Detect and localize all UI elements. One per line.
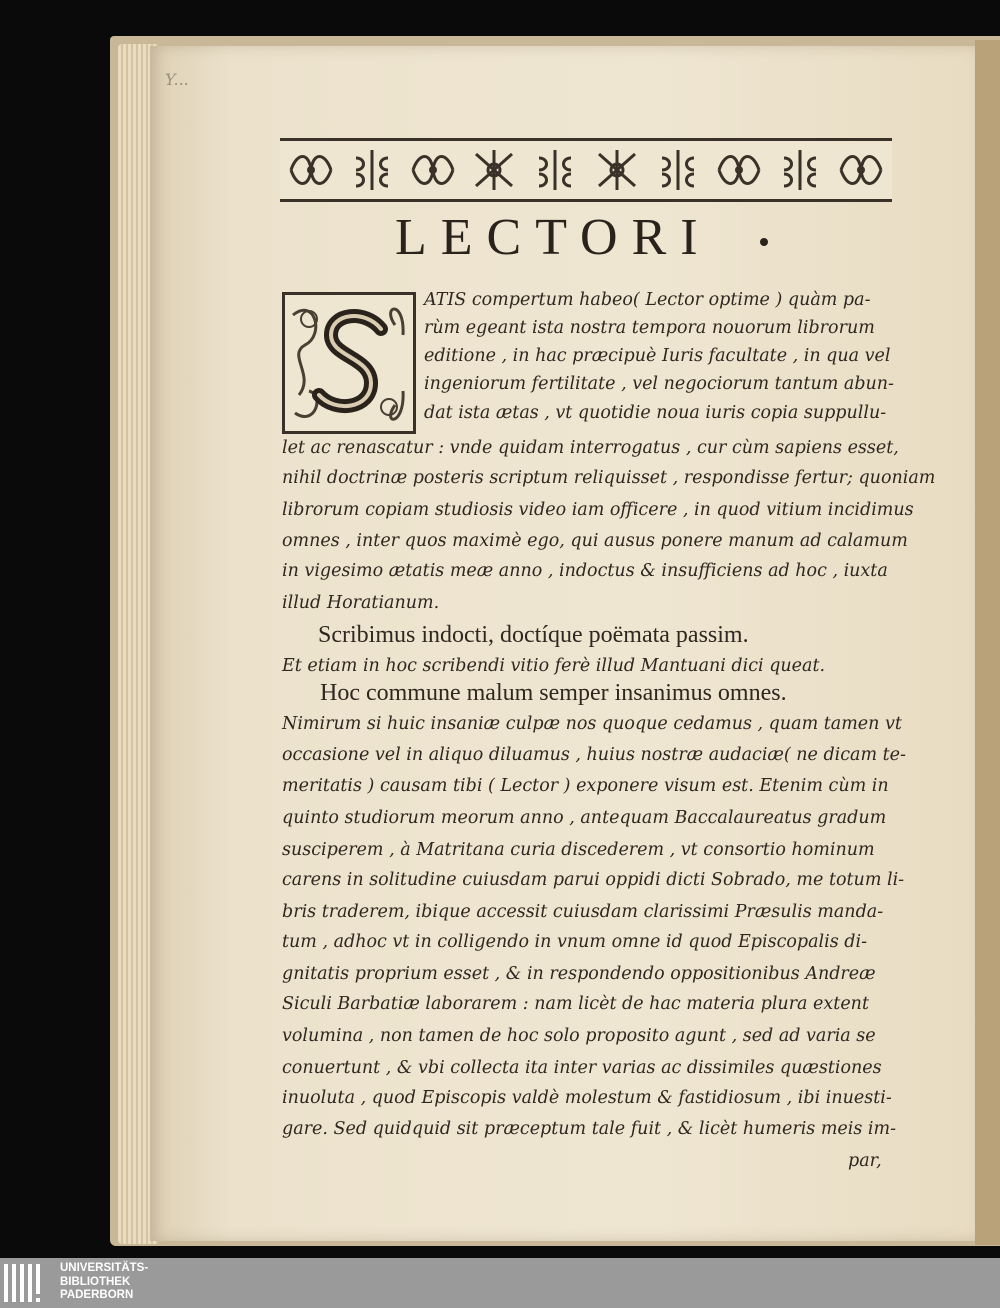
text-line: ingeniorum fertilitate , vel negociorum tantum abun-	[424, 374, 894, 394]
quotation-line: Hoc commune malum semper insanimus omnes.	[320, 680, 787, 706]
ornament-icon	[287, 146, 335, 194]
pencil-note: Y...	[165, 70, 189, 89]
text-line: quinto studiorum meorum anno , antequam Baccalaureatus gradum	[282, 808, 887, 828]
ornament-icon	[409, 146, 457, 194]
text-line: inuoluta , quod Episcopis valdè molestum & fastidiosum , ibi inuesti-	[282, 1088, 892, 1108]
ornament-icon	[715, 146, 763, 194]
text-line: meritatis ) causam tibi ( Lector ) exponere visum est. Etenim cùm in	[282, 776, 889, 796]
text-line: susciperem , à Matritana curia discederem , vt consortio hominum	[282, 840, 875, 860]
quotation-line: Scribimus indocti, doctíque poëmata passim.	[318, 622, 749, 648]
title-period	[760, 238, 768, 246]
library-name-line: UNIVERSITÄTS-	[60, 1262, 149, 1274]
ornament-icon	[348, 146, 396, 194]
text-line: gare. Sed quidquid sit præceptum tale fuit , & licèt humeris meis im-	[282, 1119, 897, 1139]
text-line: gnitatis proprium esset , & in respondendo oppositionibus Andreæ	[282, 964, 876, 984]
text-line: bris traderem, ibique accessit cuiusdam clarissimi Præsulis manda-	[282, 902, 884, 922]
headpiece-ornament	[280, 138, 892, 202]
text-line: editione , in hac præcipuè Iuris facultate , in qua vel	[424, 346, 891, 366]
text-line: librorum copiam studiosis video iam officere , in quod vitium incidimus	[282, 500, 914, 520]
text-line: illud Horatianum.	[282, 593, 440, 613]
text-line: occasione vel in aliquo diluamus , huius nostræ audaciæ( ne dicam te-	[282, 745, 906, 765]
library-logo-icon	[2, 1260, 48, 1306]
ornament-icon	[654, 146, 702, 194]
library-footer	[0, 1258, 1000, 1308]
ornament-icon	[470, 146, 518, 194]
text-line: ATIS compertum habeo( Lector optime ) quàm pa-	[424, 290, 871, 310]
ornament-icon	[593, 146, 641, 194]
text-line: dat ista ætas , vt quotidie noua iuris copia suppullu-	[424, 403, 887, 423]
text-line: carens in solitudine cuiusdam parui oppidi dicti Sobrado, me totum li-	[282, 870, 905, 890]
text-line: rùm egeant ista nostra tempora nouorum librorum	[424, 318, 875, 338]
library-name-line: BIBLIOTHEK	[60, 1275, 131, 1288]
library-name-line: PADERBORN	[60, 1289, 134, 1301]
text-line: tum , adhoc vt in colligendo in vnum omne id quod Episcopalis di-	[282, 932, 868, 952]
text-line: in vigesimo ætatis meæ anno , indoctus & insufficiens ad hoc , iuxta	[282, 561, 888, 581]
decorated-initial	[282, 292, 416, 434]
library-name	[60, 1262, 148, 1303]
text-line: Nimirum si huic insaniæ culpæ nos quoque cedamus , quam tamen vt	[282, 714, 902, 734]
page-title: LECTORI	[395, 209, 712, 266]
ornament-icon	[531, 146, 579, 194]
facing-page-edge	[975, 40, 1000, 1245]
text-line: let ac renascatur : vnde quidam interrogatus , cur cùm sapiens esset,	[282, 438, 899, 458]
text-line: conuertunt , & vbi collecta ita inter varias ac dissimiles quæstiones	[282, 1058, 882, 1078]
ornament-icon	[837, 146, 885, 194]
initial-s-icon	[285, 295, 413, 431]
text-line: Et etiam in hoc scribendi vitio ferè illud Mantuani dici queat.	[282, 656, 826, 676]
text-line: nihil doctrinæ posteris scriptum reliquisset , respondisse fertur; quoniam	[282, 468, 936, 488]
text-line: Siculi Barbatiæ laborarem : nam licèt de hac materia plura extent	[282, 994, 869, 1014]
catchword: par,	[848, 1151, 882, 1171]
text-line: volumina , non tamen de hoc solo proposito agunt , sed ad varia se	[282, 1026, 876, 1046]
ornament-icon	[776, 146, 824, 194]
text-line: omnes , inter quos maximè ego, qui ausus ponere manum ad calamum	[282, 531, 908, 551]
